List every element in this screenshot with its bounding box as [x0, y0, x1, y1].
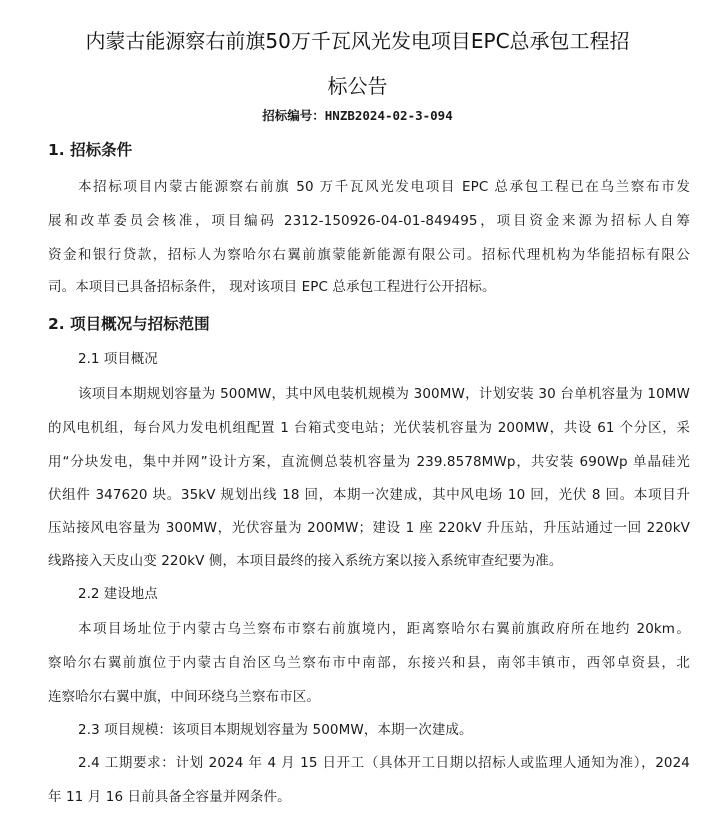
section-heading-1: 1. 招标条件	[48, 141, 133, 159]
subsection-2-4-line: 年 11 月 16 日前具备全容量并网条件。	[48, 789, 291, 805]
document-title-line-2: 标公告	[327, 74, 388, 98]
subsection-2-3-text: 2.3 项目规模：该项目本期规划容量为 500MW，本期一次建成。	[78, 722, 473, 738]
subsection-2-2-line: 察哈尔右翼前旗位于内蒙古自治区乌兰察布市中南部，东接兴和县，南邻丰镇市，西邻卓资县，北	[48, 655, 690, 671]
subsection-2-1-line: 用“分块发电，集中并网”设计方案，直流侧总装机容量为 239.8578MWp，共安装 690Wp 单晶硅光	[48, 454, 690, 470]
section-1-line: 司。本项目已具备招标条件， 现对该项目 EPC 总承包工程进行公开招标。	[48, 279, 496, 295]
subsection-2-1-line: 伏组件 347620 块。35kV 规划出线 18 回，本期一次建成，其中风电场 10 回，光伏 8 回。本项目升	[48, 487, 690, 503]
section-heading-2: 2. 项目概况与招标范围	[48, 315, 210, 333]
subsection-2-2-line: 连察哈尔右翼中旗，中间环绕乌兰察布市区。	[48, 689, 320, 705]
subsection-2-4-line: 2.4 工期要求：计划 2024 年 4 月 15 日开工（具体开工日期以招标人或监理人通知为准），2024	[78, 755, 690, 771]
subsection-2-1-line: 该项目本期规划容量为 500MW，其中风电装机规模为 300MW，计划安装 30 台单机容量为 10MW	[78, 386, 690, 402]
section-1-line: 本招标项目内蒙古能源察右前旗 50 万千瓦风光发电项目 EPC 总承包工程已在乌兰察布市发	[78, 179, 690, 195]
bid-number	[0, 107, 715, 125]
document-title-line-1: 内蒙古能源察右前旗50万千瓦风光发电项目EPC总承包工程招	[85, 29, 630, 53]
subsection-heading-2-1: 2.1 项目概况	[78, 351, 158, 367]
subsection-2-1-line: 线路接入天皮山变 220kV 侧，本项目最终的接入系统方案以接入系统审查纪要为准。	[48, 553, 563, 569]
subsection-heading-2-2: 2.2 建设地点	[78, 586, 158, 602]
section-1-line: 展和改革委员会核准，项目编码 2312-150926-04-01-849495，项目资金来源为招标人自筹	[48, 213, 690, 229]
subsection-2-2-line: 本项目场址位于内蒙古乌兰察布市察右前旗境内，距离察哈尔右翼前旗政府所在地约 20km。	[78, 621, 690, 637]
section-1-line: 资金和银行贷款，招标人为察哈尔右翼前旗蒙能新能源有限公司。招标代理机构为华能招标有限公	[48, 247, 690, 263]
bid-number-label: 招标编号：	[262, 108, 325, 123]
subsection-2-1-line: 压站接风电容量为 300MW，光伏容量为 200MW；建设 1 座 220kV 升压站，升压站通过一回 220kV	[48, 520, 690, 536]
bid-number-value: HNZB2024-02-3-094	[324, 108, 453, 123]
subsection-2-1-line: 的风电机组，每台风力发电机组配置 1 台箱式变电站；光伏装机容量为 200MW，共设 61 个分区，采	[48, 420, 690, 436]
